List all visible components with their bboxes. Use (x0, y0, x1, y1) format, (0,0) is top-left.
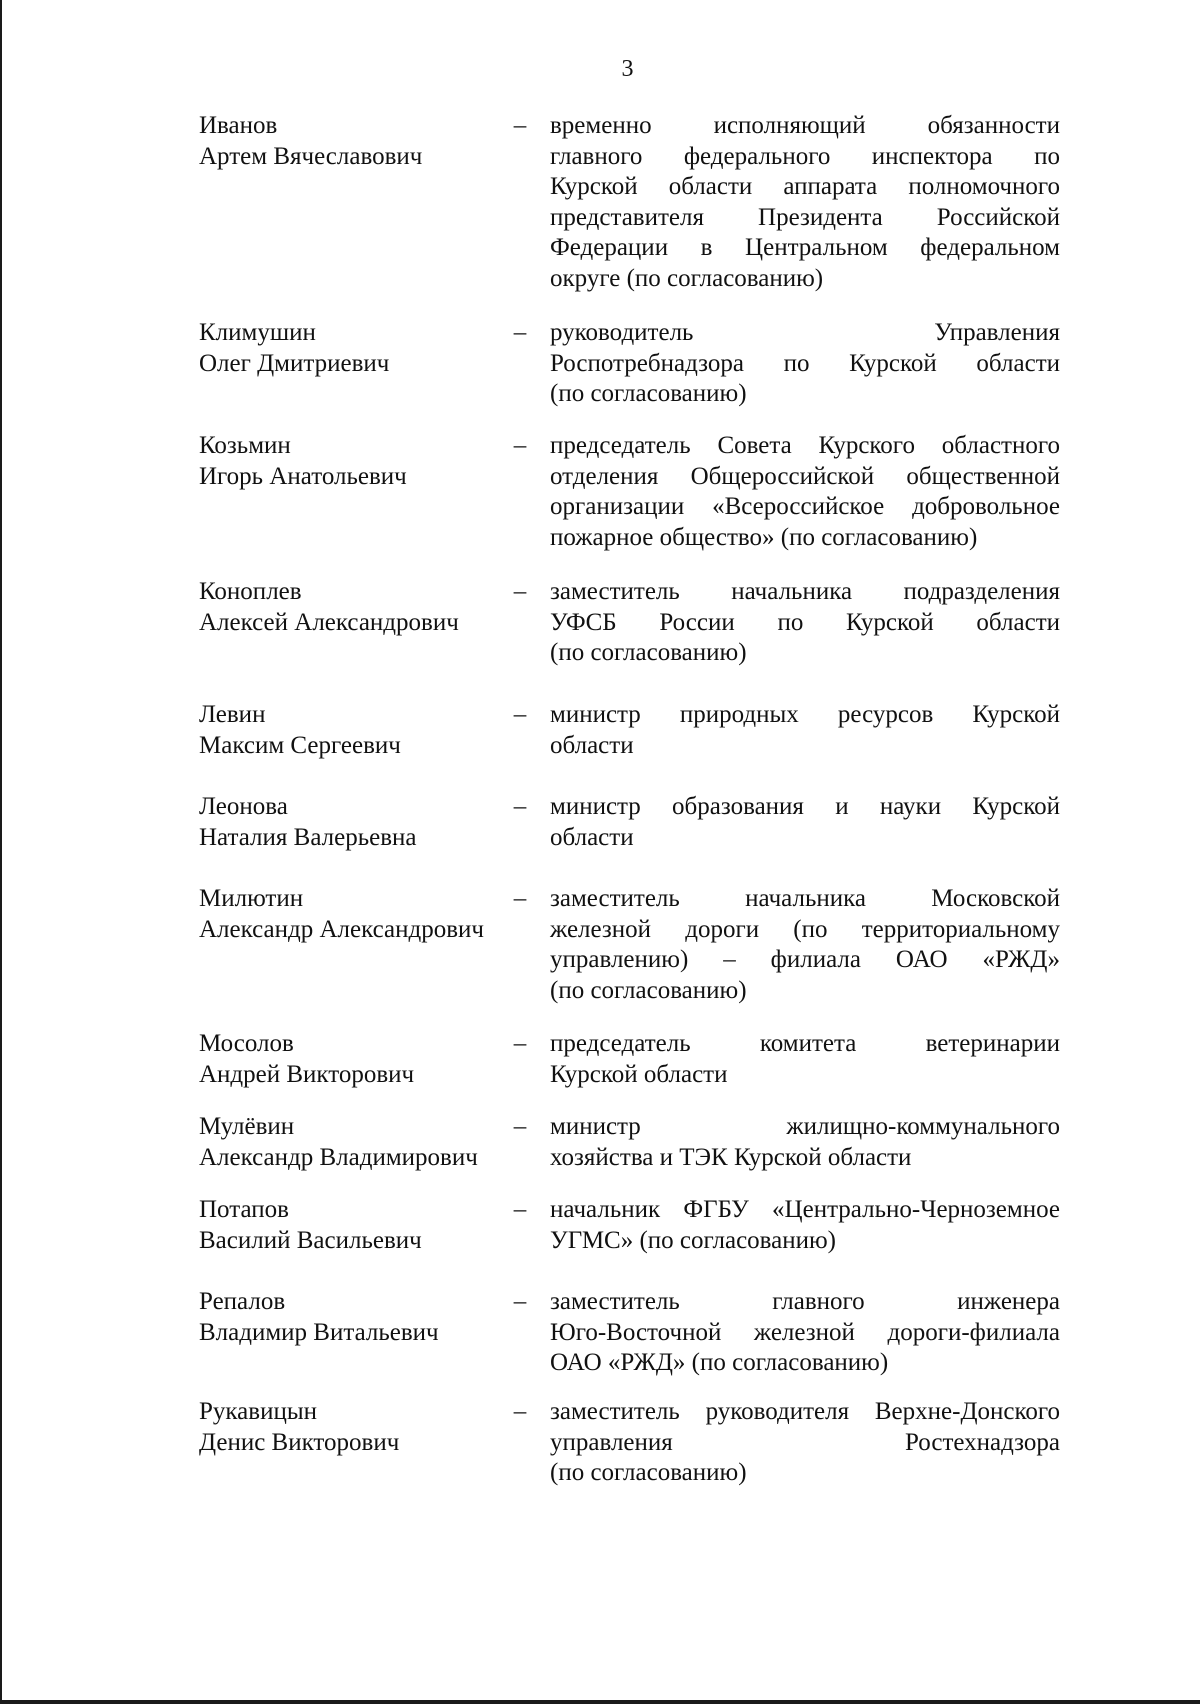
page-number: 3 (621, 56, 634, 82)
position-line: заместитель руководителя Верхне-Донского (550, 1398, 1060, 1425)
position-line: (по согласованию) (550, 976, 747, 1004)
position-line: министр образования и науки Курской (550, 793, 1060, 820)
member-name (199, 884, 519, 945)
member-name (199, 1029, 519, 1090)
position-line: (по согласованию) (550, 639, 747, 666)
position-line: временно исполняющий обязанности (550, 112, 1060, 139)
position-line: управления Ростехнадзора (550, 1428, 1060, 1456)
member-position (550, 111, 1060, 294)
member-given-names: Александр Александрович (199, 915, 484, 943)
member-surname: Мулёвин (199, 1113, 295, 1140)
member-name (199, 1112, 519, 1173)
member-given-names: Андрей Викторович (199, 1060, 415, 1088)
position-line: области (550, 823, 634, 851)
dash-separator: – (513, 1030, 527, 1057)
member-position (550, 1397, 1060, 1489)
member-surname: Милютин (199, 885, 304, 912)
member-name (199, 792, 519, 853)
member-position (550, 700, 1060, 761)
position-line: председатель Совета Курского областного (550, 432, 1060, 459)
member-position (550, 884, 1060, 1006)
member-name (199, 1287, 519, 1348)
position-line: области (550, 731, 634, 759)
dash-separator: – (513, 701, 527, 728)
member-position (550, 1112, 1060, 1173)
member-surname: Потапов (199, 1196, 289, 1223)
member-given-names: Александр Владимирович (199, 1143, 478, 1171)
position-line: Курской области (550, 1060, 728, 1088)
position-line: УГМС» (по согласованию) (550, 1226, 837, 1254)
position-line: заместитель начальника Московской (550, 885, 1060, 912)
member-name (199, 318, 519, 379)
dash-separator: – (513, 578, 527, 605)
member-surname: Мосолов (199, 1030, 294, 1057)
dash-separator: – (513, 793, 527, 820)
position-line: хозяйства и ТЭК Курской области (550, 1143, 912, 1171)
position-line: пожарное общество» (по согласованию) (550, 523, 978, 551)
member-surname: Иванов (199, 112, 278, 139)
member-given-names: Наталия Валерьевна (199, 823, 417, 851)
member-surname: Репалов (199, 1288, 286, 1315)
position-line: главного федерального инспектора по (550, 142, 1060, 170)
member-name (199, 431, 519, 492)
dash-separator: – (513, 1196, 527, 1223)
position-line: УФСБ России по Курской области (550, 608, 1060, 636)
member-surname: Коноплев (199, 578, 302, 605)
dash-separator: – (513, 885, 527, 912)
scan-left-edge (0, 0, 2, 1704)
dash-separator: – (513, 1113, 527, 1140)
member-position (550, 577, 1060, 669)
member-given-names: Владимир Витальевич (199, 1318, 439, 1346)
dash-separator: – (513, 112, 527, 139)
member-position (550, 431, 1060, 553)
dash-separator: – (513, 1288, 527, 1315)
member-name (199, 1397, 519, 1458)
member-surname: Козьмин (199, 432, 291, 459)
member-given-names: Денис Викторович (199, 1428, 400, 1456)
position-line: округе (по согласованию) (550, 264, 824, 292)
member-position (550, 1195, 1060, 1256)
dash-separator: – (513, 1398, 527, 1425)
position-line: председатель комитета ветеринарии (550, 1030, 1060, 1057)
member-surname: Климушин (199, 319, 316, 346)
member-position (550, 792, 1060, 853)
member-given-names: Артем Вячеславович (199, 142, 423, 170)
member-position (550, 318, 1060, 410)
dash-separator: – (513, 319, 527, 346)
position-line: заместитель главного инженера (550, 1288, 1060, 1315)
position-line: заместитель начальника подразделения (550, 578, 1060, 605)
member-given-names: Максим Сергеевич (199, 731, 401, 759)
member-given-names: Игорь Анатольевич (199, 462, 407, 490)
member-position (550, 1287, 1060, 1379)
member-name (199, 577, 519, 638)
member-name (199, 700, 519, 761)
position-line: Роспотребнадзора по Курской области (550, 349, 1060, 377)
position-line: (по согласованию) (550, 380, 747, 407)
dash-separator: – (513, 432, 527, 459)
member-name (199, 111, 519, 172)
member-given-names: Василий Васильевич (199, 1226, 422, 1254)
position-line: начальник ФГБУ «Центрально-Черноземное (550, 1196, 1060, 1223)
position-line: министр жилищно-коммунального (550, 1113, 1060, 1140)
member-name (199, 1195, 519, 1256)
position-line: руководитель Управления (550, 319, 1060, 346)
position-line: министр природных ресурсов Курской (550, 701, 1060, 728)
position-line: Юго-Восточной железной дороги-филиала (550, 1318, 1060, 1346)
member-position (550, 1029, 1060, 1090)
position-line: железной дороги (по территориальному (550, 915, 1060, 943)
member-given-names: Олег Дмитриевич (199, 349, 390, 377)
position-line: организации «Всероссийское добровольное (550, 493, 1060, 520)
position-line: представителя Президента Российской (550, 203, 1060, 231)
position-line: управлению) – филиала ОАО «РЖД» (550, 946, 1060, 973)
position-line: отделения Общероссийской общественной (550, 462, 1060, 490)
member-surname: Леонова (199, 793, 288, 820)
member-surname: Рукавицын (199, 1398, 318, 1425)
position-line: Курской области аппарата полномочного (550, 173, 1060, 200)
position-line: ОАО «РЖД» (по согласованию) (550, 1349, 889, 1376)
position-line: (по согласованию) (550, 1459, 747, 1486)
member-given-names: Алексей Александрович (199, 608, 459, 636)
member-surname: Левин (199, 701, 266, 728)
position-line: Федерации в Центральном федеральном (550, 234, 1060, 261)
scan-bottom-edge (0, 1700, 1200, 1704)
